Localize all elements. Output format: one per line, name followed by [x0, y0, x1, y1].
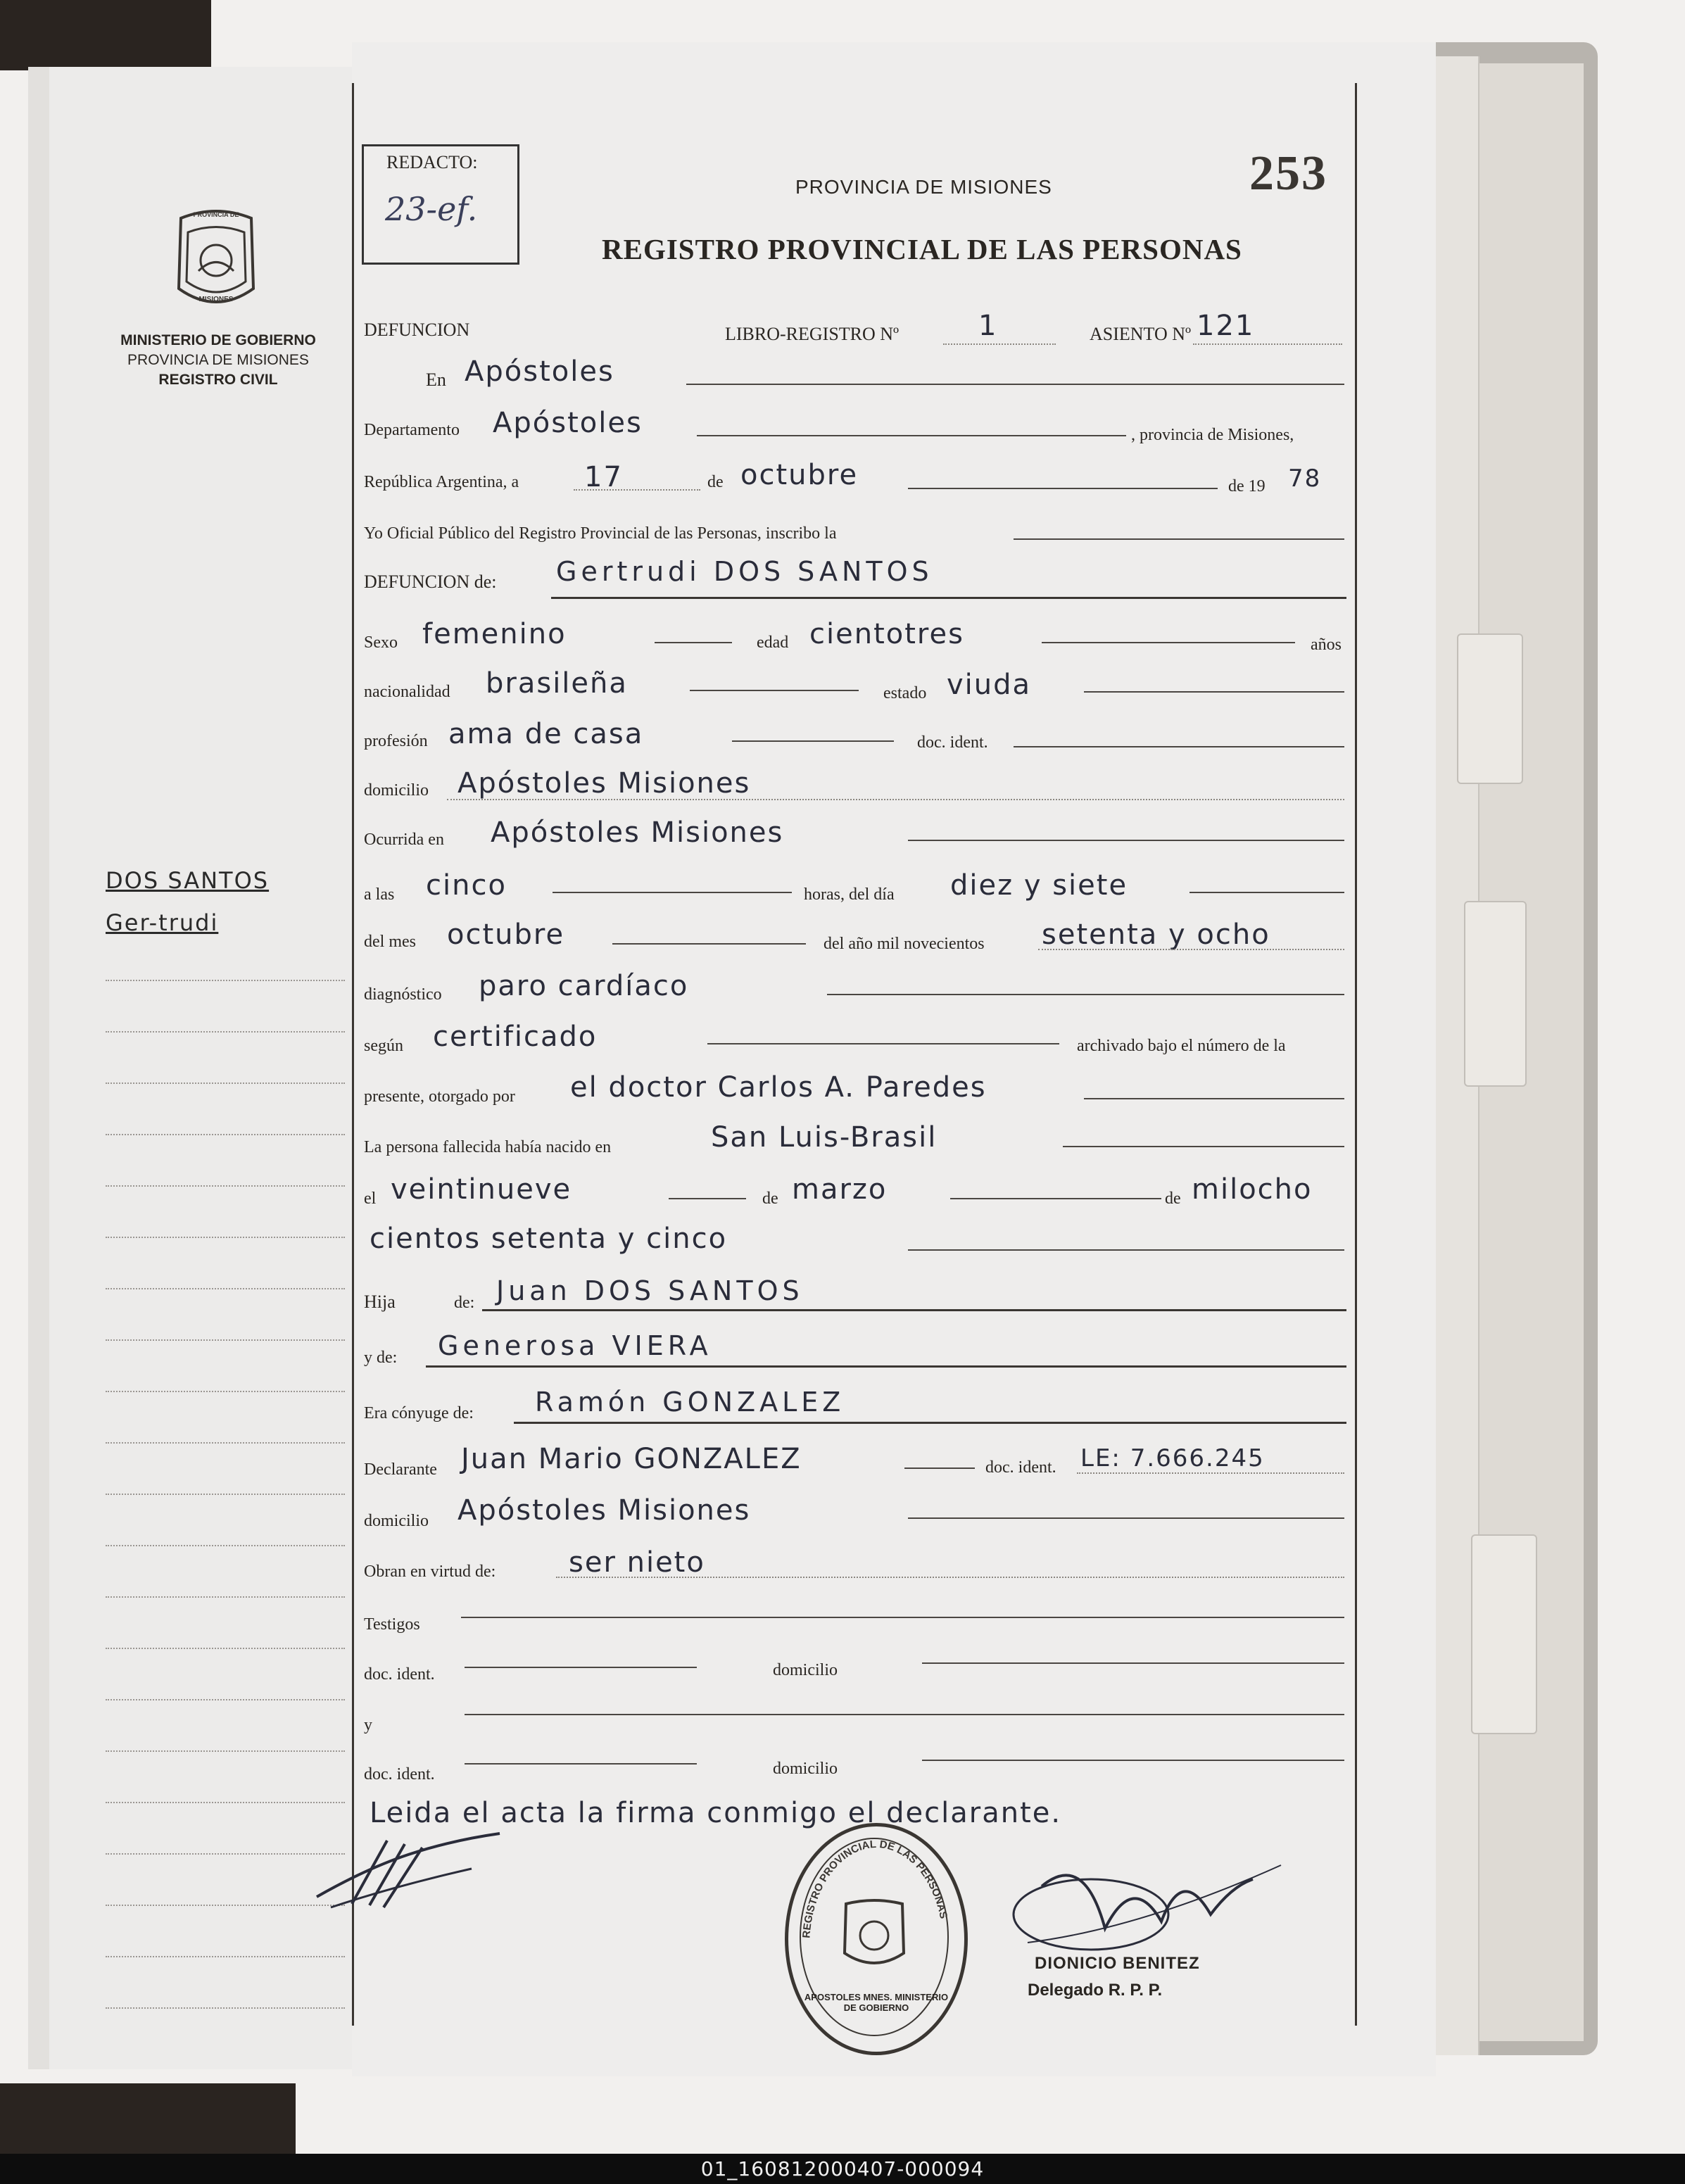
ministry-line: MINISTERIO DE GOBIERNO: [120, 332, 316, 348]
asiento-line: [1193, 343, 1342, 345]
yo-oficial-text: Yo Oficial Público del Registro Provincial de las Personas, inscribo la: [364, 524, 837, 543]
asiento-label: ASIENTO Nº: [1090, 324, 1192, 344]
ocurrida-label: Ocurrida en: [364, 831, 444, 849]
redacto-box: [362, 144, 519, 265]
margin-line: [106, 1648, 345, 1649]
a-las-line: [553, 892, 792, 893]
province-title: PROVINCIA DE MISIONES: [795, 176, 1052, 198]
margin-line: [106, 1185, 345, 1187]
y-de-label: y de:: [364, 1349, 398, 1367]
testigo-dom-label: domicilio: [773, 1661, 838, 1679]
dia-value: diez y siete: [950, 869, 1128, 902]
margin-line: [106, 1031, 345, 1033]
de-mes-label: de: [762, 1189, 778, 1208]
redacto-value: 23-ef.: [385, 190, 478, 228]
inserted-slip: [1457, 633, 1523, 784]
official-signature: [999, 1844, 1295, 1957]
en-label: En: [426, 370, 446, 390]
domicilio2-line: [908, 1517, 1344, 1519]
redacto-label: REDACTO:: [386, 152, 478, 172]
libro-value: 1: [978, 310, 998, 342]
sexo-value: femenino: [422, 618, 567, 650]
estado-line: [1084, 691, 1344, 693]
testigo2-line: [465, 1714, 1344, 1715]
nacionalidad-line: [690, 690, 859, 691]
diagnostico-label: diagnóstico: [364, 985, 442, 1004]
domicilio-line: [447, 799, 1344, 800]
del-ano-label: del año mil novecientos: [823, 935, 985, 953]
official-name: DIONICIO BENITEZ: [1035, 1954, 1200, 1973]
stamp-ring-text: REGISTRO PROVINCIAL DE LAS PERSONAS: [800, 1838, 950, 1939]
libro-label: LIBRO-REGISTRO Nº: [725, 324, 900, 344]
de-label: de: [707, 473, 724, 491]
margin-line: [106, 1494, 345, 1495]
libro-line: [943, 343, 1056, 345]
de-mes-line: [950, 1198, 1161, 1199]
stamp-bottom-text: APOSTOLES MNES. MINISTERIO DE GOBIERNO: [804, 1992, 949, 2013]
official-role: Delegado R. P. P.: [1028, 1981, 1163, 2000]
margin-line: [106, 1905, 345, 1906]
estado-value: viuda: [947, 669, 1032, 701]
obran-value: ser nieto: [569, 1546, 705, 1579]
margin-given-name: Ger-trudi: [106, 909, 219, 936]
deceased-name: Gertrudi DOS SANTOS: [556, 556, 933, 587]
margin-line: [106, 1750, 345, 1752]
segun-label: según: [364, 1037, 403, 1055]
profesion-label: profesión: [364, 732, 428, 750]
margin-surname: DOS SANTOS: [106, 867, 270, 894]
official-stamp: [785, 1823, 968, 2055]
el-value: veintinueve: [391, 1173, 572, 1206]
edad-value: cientotres: [809, 618, 964, 650]
a-las-value: cinco: [426, 869, 507, 902]
inserted-slip: [1471, 1534, 1537, 1734]
province-seal: [170, 204, 262, 317]
yo-oficial-line: [1014, 538, 1344, 540]
domicilio2-label: domicilio: [364, 1512, 429, 1530]
declarante-doc-value: LE: 7.666.245: [1080, 1444, 1265, 1472]
sexo-label: Sexo: [364, 633, 398, 652]
testigo2-dom-line: [922, 1760, 1344, 1761]
declarante-value: Juan Mario GONZALEZ: [461, 1443, 802, 1475]
de-year-label: de 19: [1228, 477, 1266, 495]
domicilio-value: Apóstoles Misiones: [457, 767, 751, 800]
declarante-line: [904, 1467, 975, 1469]
conyuge-label: Era cónyuge de:: [364, 1404, 474, 1422]
month-value: octubre: [740, 459, 859, 491]
page-number: 253: [1249, 146, 1327, 201]
seal-text-bottom: MISIONES: [198, 296, 234, 303]
domicilio2-value: Apóstoles Misiones: [457, 1494, 751, 1527]
nacionalidad-label: nacionalidad: [364, 683, 450, 701]
del-mes-label: del mes: [364, 933, 416, 951]
margin-line: [106, 1956, 345, 1957]
deceased-name-line: [551, 597, 1346, 599]
diagnostico-value: paro cardíaco: [479, 970, 689, 1002]
ministry-block: [99, 331, 338, 390]
segun-value: certificado: [433, 1021, 598, 1053]
hija-de-label: de:: [454, 1294, 475, 1312]
spouse-name: Ramón GONZALEZ: [535, 1387, 845, 1418]
province-line: PROVINCIA DE MISIONES: [127, 352, 309, 368]
testigo2-dom-label: domicilio: [773, 1760, 838, 1778]
registry-line: REGISTRO CIVIL: [158, 372, 278, 388]
father-line: [482, 1309, 1346, 1311]
nacido-label: La persona fallecida había nacido en: [364, 1138, 612, 1156]
ocurrida-value: Apóstoles Misiones: [491, 816, 784, 849]
departamento-line: [697, 435, 1126, 436]
y-label: y: [364, 1716, 372, 1734]
mother-line: [426, 1365, 1346, 1368]
segun-line: [707, 1043, 1059, 1044]
testigos-line: [461, 1617, 1344, 1618]
a-las-label: a las: [364, 885, 395, 904]
margin-line: [106, 1339, 345, 1341]
testigo-dom-line: [922, 1662, 1344, 1664]
de-ano-label: de: [1165, 1189, 1181, 1208]
el-label: el: [364, 1189, 377, 1208]
el-line: [669, 1198, 746, 1199]
margin-line: [106, 1699, 345, 1700]
registry-title: REGISTRO PROVINCIAL DE LAS PERSONAS: [602, 233, 1242, 265]
de-mes-value: marzo: [792, 1173, 888, 1206]
margin-line: [106, 1853, 345, 1855]
sexo-line: [655, 642, 732, 643]
horas-label: horas, del día: [804, 885, 895, 904]
nacido-line: [1063, 1146, 1344, 1147]
image-id-footer: 01_160812000407-000094: [0, 2154, 1685, 2184]
margin-line: [106, 1596, 345, 1598]
scan-edge: [0, 0, 211, 70]
record-type: DEFUNCION: [364, 320, 470, 340]
presente-line: [1084, 1098, 1344, 1099]
nacido-value: San Luis-Brasil: [711, 1121, 938, 1154]
margin-line: [106, 1082, 345, 1084]
testigo2-doc-line: [465, 1763, 697, 1765]
margin-line: [106, 1391, 345, 1392]
domicilio-label: domicilio: [364, 781, 429, 800]
mes-value: octubre: [447, 919, 565, 951]
closing-statement: Leida el acta la firma conmigo el declarante.: [370, 1797, 1062, 1829]
declarant-signature: [310, 1826, 507, 1918]
departamento-value: Apóstoles: [493, 407, 643, 439]
obran-label: Obran en virtud de:: [364, 1563, 496, 1581]
de-ano-value: milocho: [1192, 1173, 1313, 1206]
doc-ident-label: doc. ident.: [917, 733, 988, 752]
provincia-suffix: , provincia de Misiones,: [1131, 426, 1294, 444]
profesion-value: ama de casa: [448, 718, 644, 750]
presente-label: presente, otorgado por: [364, 1087, 515, 1106]
departamento-label: Departamento: [364, 421, 460, 439]
margin-line: [106, 1134, 345, 1135]
nacionalidad-value: brasileña: [486, 667, 628, 700]
ano-line: [1038, 949, 1344, 950]
margin-line: [106, 1237, 345, 1238]
mother-name: Generosa VIERA: [438, 1330, 712, 1361]
scan-edge-bottom: [0, 2083, 296, 2154]
estado-label: estado: [883, 684, 927, 702]
testigo2-doc-label: doc. ident.: [364, 1765, 435, 1784]
seal-text-top: PROVINCIA DE: [193, 211, 239, 218]
edad-line: [1042, 642, 1295, 643]
obran-line: [556, 1577, 1344, 1578]
svg-text:REGISTRO PROVINCIAL DE LAS PER: [800, 1838, 949, 1938]
archivado-label: archivado bajo el número de la: [1077, 1037, 1286, 1055]
republica-label: República Argentina, a: [364, 473, 519, 491]
year-value: 78: [1288, 465, 1322, 493]
margin-line: [106, 1442, 345, 1444]
ano-value: setenta y ocho: [1042, 919, 1270, 951]
en-value: Apóstoles: [465, 355, 614, 388]
margin-line: [106, 1545, 345, 1546]
declarante-doc-label: doc. ident.: [985, 1458, 1056, 1477]
testigo-doc-line: [465, 1667, 697, 1668]
day-line: [574, 489, 700, 491]
presente-value: el doctor Carlos A. Paredes: [570, 1071, 987, 1104]
edad-label: edad: [757, 633, 789, 652]
diagnostico-line: [827, 994, 1344, 995]
dia-line: [1189, 892, 1344, 893]
ocurrida-line: [908, 840, 1344, 841]
defuncion-de-label: DEFUNCION de:: [364, 572, 497, 592]
testigo-doc-label: doc. ident.: [364, 1665, 435, 1684]
ano-continuation: cientos setenta y cinco: [370, 1223, 728, 1255]
declarante-label: Declarante: [364, 1460, 437, 1479]
declarante-doc-line: [1077, 1472, 1344, 1474]
margin-line: [106, 2007, 345, 2009]
inserted-slip: [1464, 901, 1527, 1087]
doc-ident-line: [1014, 746, 1344, 747]
en-line: [686, 384, 1344, 385]
father-name: Juan DOS SANTOS: [496, 1275, 804, 1306]
profesion-line: [732, 740, 894, 742]
testigos-label: Testigos: [364, 1615, 420, 1634]
asiento-value: 121: [1197, 310, 1255, 342]
day-value: 17: [584, 461, 623, 493]
mes-line: [612, 943, 806, 945]
margin-line: [106, 1802, 345, 1803]
spouse-line: [514, 1422, 1346, 1424]
margin-line: [106, 1288, 345, 1289]
margin-line: [106, 980, 345, 981]
anos-label: años: [1311, 636, 1342, 654]
hija-label: Hija: [364, 1292, 396, 1312]
month-line: [908, 488, 1218, 489]
continuation-line: [908, 1249, 1344, 1251]
